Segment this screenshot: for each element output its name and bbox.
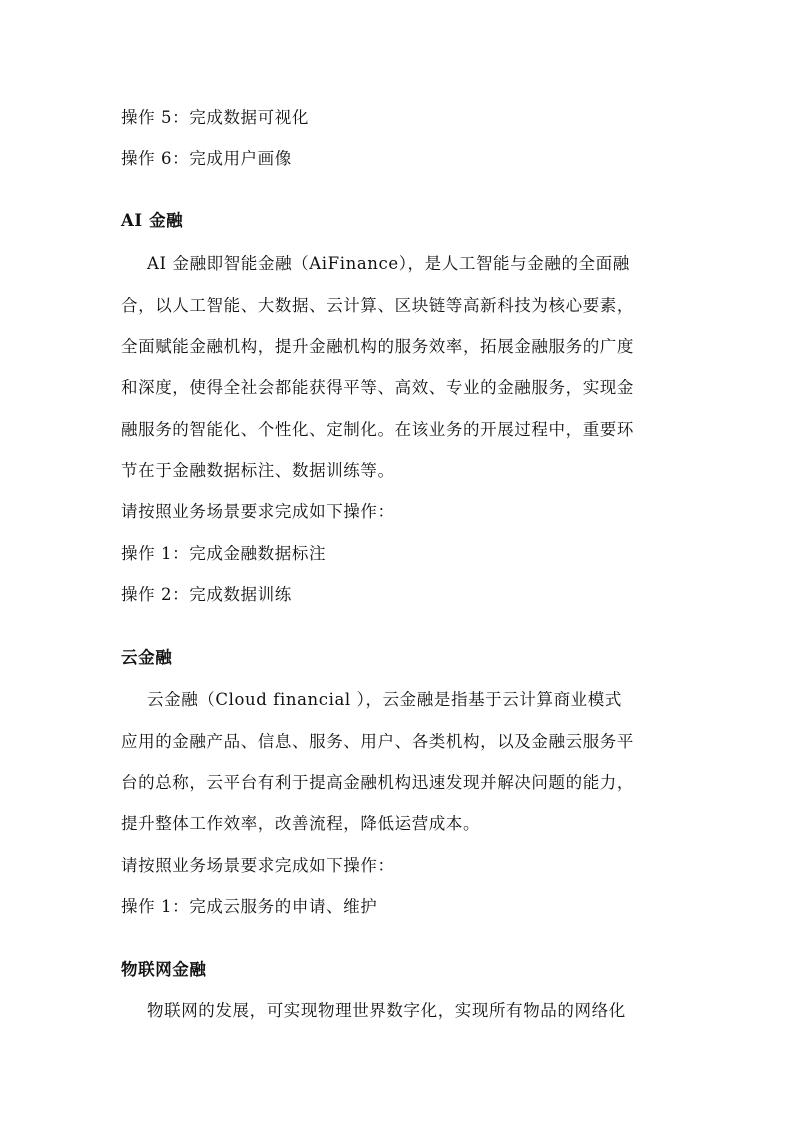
ai-finance-paragraph-line: 节在于金融数据标注、数据训练等。 <box>121 461 395 480</box>
heading-cloud-finance: 云金融 <box>121 648 173 667</box>
ai-finance-operation-1: 操作 1：完成金融数据标注 <box>121 544 327 563</box>
cloud-finance-operation-1: 操作 1：完成云服务的申请、维护 <box>121 897 378 916</box>
cloud-finance-paragraph-line: 台的总称，云平台有利于提高金融机构迅速发现并解决问题的能力， <box>121 773 634 792</box>
ai-finance-paragraph-line: 融服务的智能化、个性化、定制化。在该业务的开展过程中，重要环 <box>121 420 634 439</box>
operation-6: 操作 6：完成用户画像 <box>121 149 292 168</box>
ai-finance-instruction: 请按照业务场景要求完成如下操作： <box>121 502 395 521</box>
ai-finance-operation-2: 操作 2：完成数据训练 <box>121 585 292 604</box>
iot-finance-paragraph-line: 物联网的发展，可实现物理世界数字化，实现所有物品的网络化 <box>147 1001 626 1020</box>
cloud-finance-paragraph-line: 云金融（Cloud financial ），云金融是指基于云计算商业模式 <box>147 690 622 709</box>
ai-finance-paragraph-line: 全面赋能金融机构，提升金融机构的服务效率，拓展金融服务的广度 <box>121 337 634 356</box>
cloud-finance-paragraph-line: 应用的金融产品、信息、服务、用户、各类机构，以及金融云服务平 <box>121 732 634 751</box>
ai-finance-paragraph-line: AI 金融即智能金融（AiFinance），是人工智能与金融的全面融 <box>147 254 630 273</box>
cloud-finance-paragraph-line: 提升整体工作效率，改善流程，降低运营成本。 <box>121 814 481 833</box>
heading-ai-finance: AI 金融 <box>121 211 184 230</box>
ai-finance-paragraph-line: 和深度，使得全社会都能获得平等、高效、专业的金融服务，实现金 <box>121 378 634 397</box>
cloud-finance-instruction: 请按照业务场景要求完成如下操作： <box>121 856 395 875</box>
heading-iot-finance: 物联网金融 <box>121 960 207 979</box>
operation-5: 操作 5：完成数据可视化 <box>121 108 309 127</box>
ai-finance-paragraph-line: 合，以人工智能、大数据、云计算、区块链等高新科技为核心要素， <box>121 296 634 315</box>
